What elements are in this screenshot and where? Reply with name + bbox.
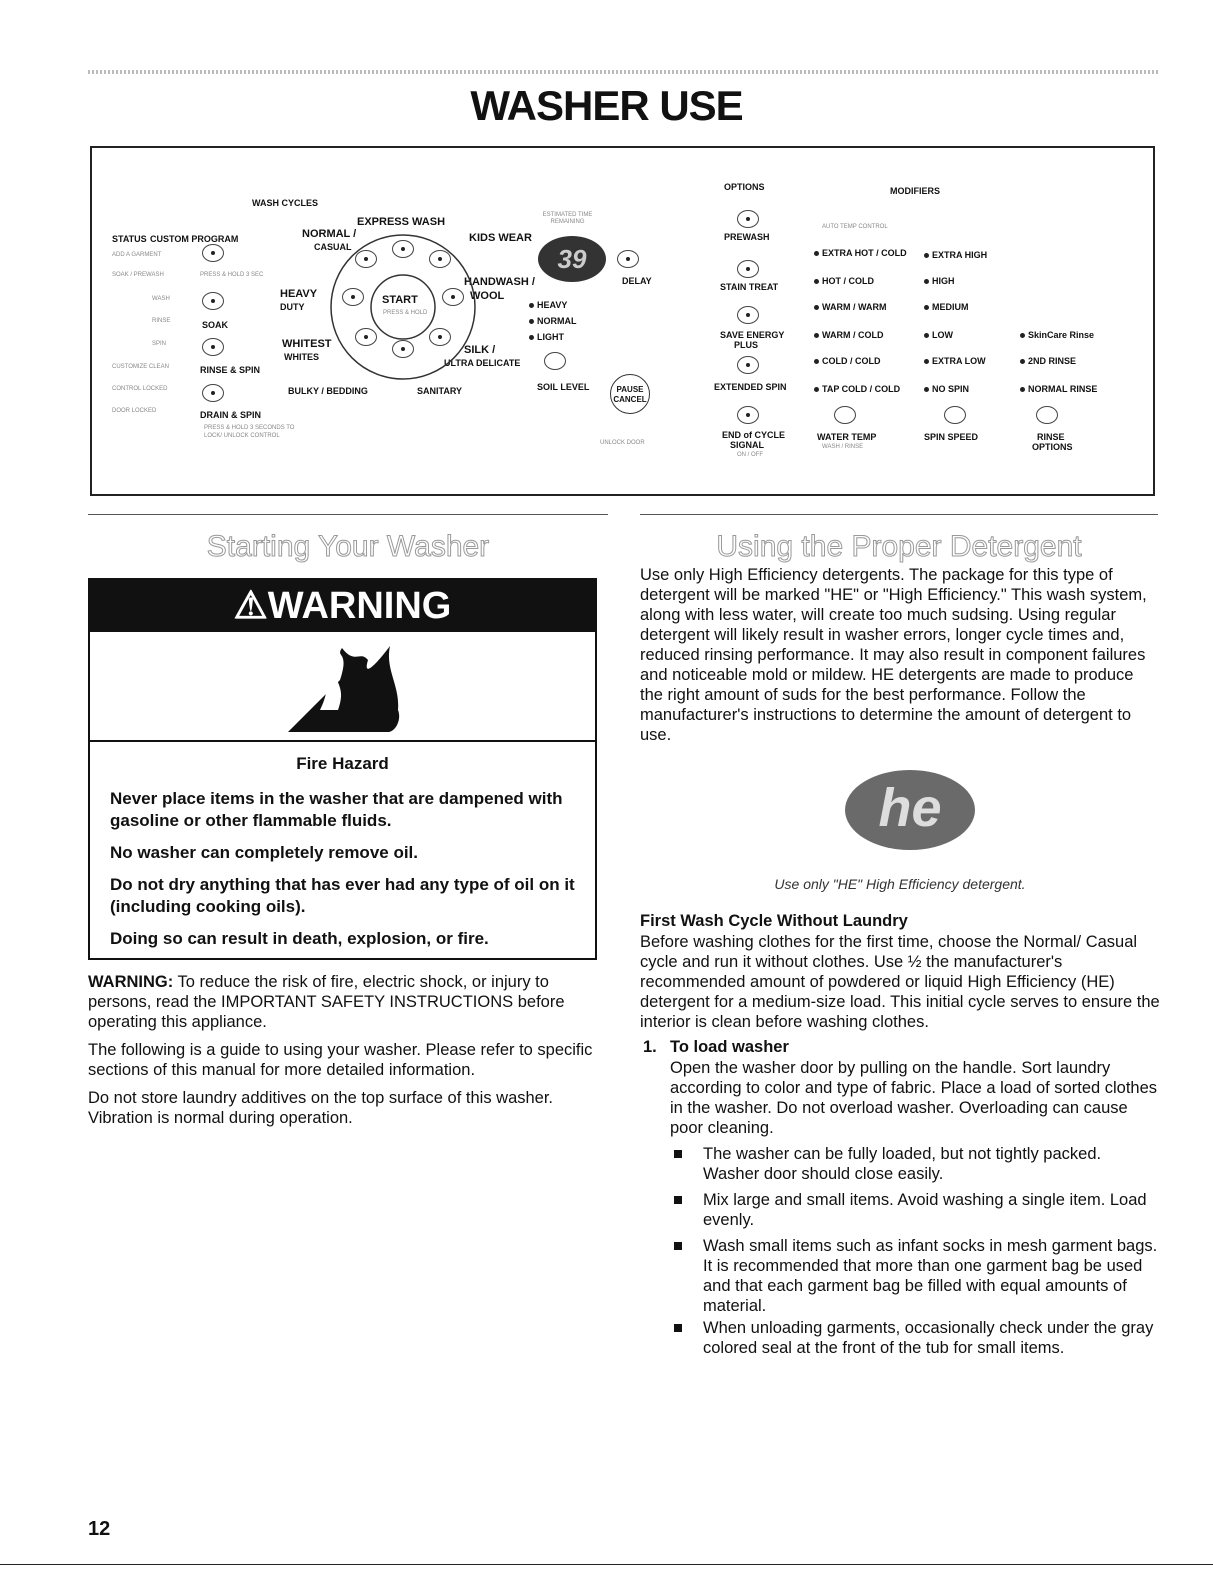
rinse-option: SkinCare Rinse [1020, 330, 1094, 340]
warning-label: WARNING [267, 585, 452, 627]
cycle-button[interactable] [342, 288, 364, 306]
extended-spin-label: EXTENDED SPIN [714, 382, 787, 392]
soil-level-button[interactable] [544, 352, 566, 370]
warning-text: Do not dry anything that has ever had any type of oil on it (including cooking oils). [110, 875, 575, 916]
bullet-icon [674, 1150, 682, 1158]
bullet-icon [674, 1242, 682, 1250]
soak-button[interactable] [202, 292, 224, 310]
cycle-button[interactable] [355, 328, 377, 346]
status-item: CUSTOMIZE CLEAN [112, 364, 169, 370]
warning-bar [90, 580, 595, 632]
auto-temp-label: AUTO TEMP CONTROL [822, 224, 888, 230]
duty-label: DUTY [280, 302, 305, 312]
wool-label: WOOL [470, 290, 505, 302]
water-temp-button[interactable] [834, 406, 856, 424]
drain-spin-label: DRAIN & SPIN [200, 410, 262, 420]
heavy-label: HEAVY [280, 288, 318, 300]
cycle-button[interactable] [429, 250, 451, 268]
status-item: SOAK / PREWASH [112, 272, 164, 278]
first-wash-paragraph: Before washing clothes for the first time, choose the Normal/ Casual cycle and run it without clothes. Use ½ the manufacturer's recommended amount of powdered or liquid High Efficiency (HE) detergent for a medium-size load. This initial cycle serves to ensure the interior is clean before washing clothes. [640, 933, 1160, 1031]
status-item: SPIN [152, 341, 167, 347]
sanitary-label: SANITARY [417, 386, 462, 396]
signal-label: SIGNAL [730, 440, 765, 450]
save-energy-label: SAVE ENERGY [720, 330, 785, 340]
spin-speed-label: SPIN SPEED [924, 432, 979, 442]
normal-label: NORMAL / [302, 228, 357, 240]
extended-spin-button[interactable] [737, 356, 759, 374]
est-time-label: ESTIMATED TIME REMAINING [542, 212, 593, 225]
rinse-options-label: OPTIONS [1032, 442, 1073, 452]
storage-paragraph: Do not store laundry additives on the top surface of this washer. Vibration is normal during operation. [88, 1089, 554, 1127]
temp-option: EXTRA HOT / COLD [814, 248, 907, 258]
whitest-label: WHITEST [282, 338, 332, 350]
warning-box [88, 578, 597, 960]
cycle-button[interactable] [392, 240, 414, 258]
stain-treat-button[interactable] [737, 260, 759, 278]
bulky-label: BULKY / BEDDING [288, 386, 368, 396]
step-title: To load washer [670, 1038, 789, 1056]
status-item: ADD A GARMENT [112, 252, 162, 258]
bullet-item: Mix large and small items. Avoid washing a single item. Load evenly. [703, 1191, 1147, 1229]
starting-washer-heading: Starting Your Washer [206, 530, 490, 563]
he-logo-text: he [878, 778, 942, 838]
cycle-button[interactable] [429, 328, 451, 346]
rinse-spin-label: RINSE & SPIN [200, 365, 261, 375]
drain-spin-button[interactable] [202, 384, 224, 402]
end-cycle-button[interactable] [737, 406, 759, 424]
section-rule-right [640, 514, 1158, 515]
bullet-item: When unloading garments, occasionally check under the gray colored seal at the front of the tub for small items. [703, 1319, 1154, 1357]
warning-text: Never place items in the washer that are dampened with gasoline or other flammable fluids. [110, 789, 563, 830]
spin-option: MEDIUM [924, 302, 969, 312]
cycle-button[interactable] [392, 340, 414, 358]
fire-hazard-label: Fire Hazard [296, 754, 389, 773]
warning-triangle-icon: ⚠ [233, 585, 268, 627]
bullet-item: Wash small items such as infant socks in mesh garment bags. It is recommended that more than one garment bag be used and that each garment bag be filled with equal amounts of material. [703, 1237, 1158, 1315]
soil-normal: NORMAL [529, 316, 577, 326]
press-hold-label: PRESS & HOLD 3 SEC [200, 272, 264, 278]
fire-icon [280, 640, 405, 735]
control-panel-diagram [90, 146, 1155, 496]
warning-bold-label: WARNING: [88, 973, 174, 991]
first-wash-heading: First Wash Cycle Without Laundry [640, 912, 908, 930]
warning-paragraph: WARNING: To reduce the risk of fire, electric shock, or injury to persons, read the IMPORTANT SAFETY INSTRUCTIONS before operating this appliance. [88, 973, 565, 1031]
stain-treat-label: STAIN TREAT [720, 282, 779, 292]
prewash-button[interactable] [737, 210, 759, 228]
bullet-item: The washer can be fully loaded, but not tightly packed. Washer door should close easily. [703, 1145, 1102, 1183]
prewash-label: PREWASH [724, 232, 770, 242]
cycle-button[interactable] [355, 250, 377, 268]
start-button[interactable]: START [382, 294, 418, 306]
ultra-delicate-label: ULTRA DELICATE [444, 358, 521, 368]
options-label: OPTIONS [724, 182, 765, 192]
status-label: STATUS [112, 234, 147, 244]
express-wash-label: EXPRESS WASH [357, 216, 446, 228]
silk-label: SILK / [464, 344, 496, 356]
save-energy-button[interactable] [737, 306, 759, 324]
spin-option: NO SPIN [924, 384, 969, 394]
step-number: 1. [643, 1038, 657, 1056]
he-logo-icon [845, 770, 975, 850]
step-text: Open the washer door by pulling on the handle. Sort laundry according to color and type of fabric. Place a load of sorted clothes in the washer. Do not overload washer. Overloading can cause poor cleaning. [670, 1059, 1158, 1137]
section-rule-left [88, 514, 608, 515]
rinse-label: RINSE [1037, 432, 1065, 442]
handwash-label: HANDWASH / [464, 276, 535, 288]
spin-option: EXTRA HIGH [924, 250, 987, 260]
custom-program-button[interactable] [202, 244, 224, 262]
temp-option: WARM / COLD [814, 330, 884, 340]
press-hold-start: PRESS & HOLD [383, 310, 428, 316]
rinse-option: 2ND RINSE [1020, 356, 1076, 366]
temp-option: HOT / COLD [814, 276, 874, 286]
bottom-rule [0, 1564, 1213, 1565]
time-display: 39 [538, 236, 606, 282]
soil-level-label: SOIL LEVEL [537, 382, 590, 392]
page-title: WASHER USE [470, 82, 743, 129]
soil-heavy: HEAVY [529, 300, 567, 310]
soil-light: LIGHT [529, 332, 564, 342]
on-off-label: ON / OFF [737, 452, 763, 458]
detergent-paragraph: Use only High Efficiency detergents. The package for this type of detergent will be marked "HE" or "High Efficiency." This wash system, along with less water, will create too much sudsing. Using regular detergent will likely result in washer errors, longer cycle times and, reduced rinsing performance. It may also result in component failures and noticeable mold or mildew. HE detergents are made to produce the right amount of suds for the best performance. Follow the manufacturer's instructions to determine the amount of detergent to use. [640, 566, 1147, 744]
status-item: DOOR LOCKED [112, 408, 157, 414]
wash-rinse-label: WASH / RINSE [822, 444, 864, 450]
status-item: CONTROL LOCKED [112, 386, 168, 392]
pause-cancel-button[interactable]: PAUSE CANCEL [610, 374, 650, 414]
rinse-options-button[interactable] [1036, 406, 1058, 424]
modifiers-label: MODIFIERS [890, 186, 941, 196]
wash-cycles-label: WASH CYCLES [252, 198, 319, 208]
warning-divider [90, 740, 595, 742]
unlock-door-label: UNLOCK DOOR [600, 440, 645, 446]
custom-program-label: CUSTOM PROGRAM [150, 234, 239, 244]
warning-text: No washer can completely remove oil. [110, 843, 419, 862]
water-temp-label: WATER TEMP [817, 432, 877, 442]
whites-label: WHITES [284, 352, 319, 362]
top-rule [88, 70, 1158, 74]
temp-option: COLD / COLD [814, 356, 881, 366]
temp-option: TAP COLD / COLD [814, 384, 900, 394]
delay-label: DELAY [622, 276, 652, 286]
casual-label: CASUAL [314, 242, 352, 252]
warning-text: Doing so can result in death, explosion, or fire. [110, 929, 489, 948]
bullet-icon [674, 1196, 682, 1204]
kids-wear-label: KIDS WEAR [469, 232, 532, 244]
page-number: 12 [88, 1518, 111, 1540]
end-cycle-label: END of CYCLE [722, 430, 785, 440]
delay-button[interactable] [617, 250, 639, 268]
status-item: RINSE [152, 318, 171, 324]
bullet-icon [674, 1324, 682, 1332]
lock-note: PRESS & HOLD 3 SECONDS TO LOCK/ UNLOCK CONTROL [204, 425, 295, 439]
rinse-option: NORMAL RINSE [1020, 384, 1097, 394]
guide-paragraph: The following is a guide to using your washer. Please refer to specific sections of this manual for more detailed information. [88, 1041, 593, 1079]
soak-label: SOAK [202, 320, 229, 330]
plus-label: PLUS [734, 340, 759, 350]
cycle-button[interactable] [442, 288, 464, 306]
detergent-heading: Using the Proper Detergent [716, 530, 1082, 563]
temp-option: WARM / WARM [814, 302, 887, 312]
spin-option: EXTRA LOW [924, 356, 986, 366]
rinse-spin-button[interactable] [202, 338, 224, 356]
status-item: WASH [152, 296, 170, 302]
spin-speed-button[interactable] [944, 406, 966, 424]
spin-option: LOW [924, 330, 953, 340]
spin-option: HIGH [924, 276, 955, 286]
he-caption: Use only "HE" High Efficiency detergent. [774, 876, 1026, 892]
